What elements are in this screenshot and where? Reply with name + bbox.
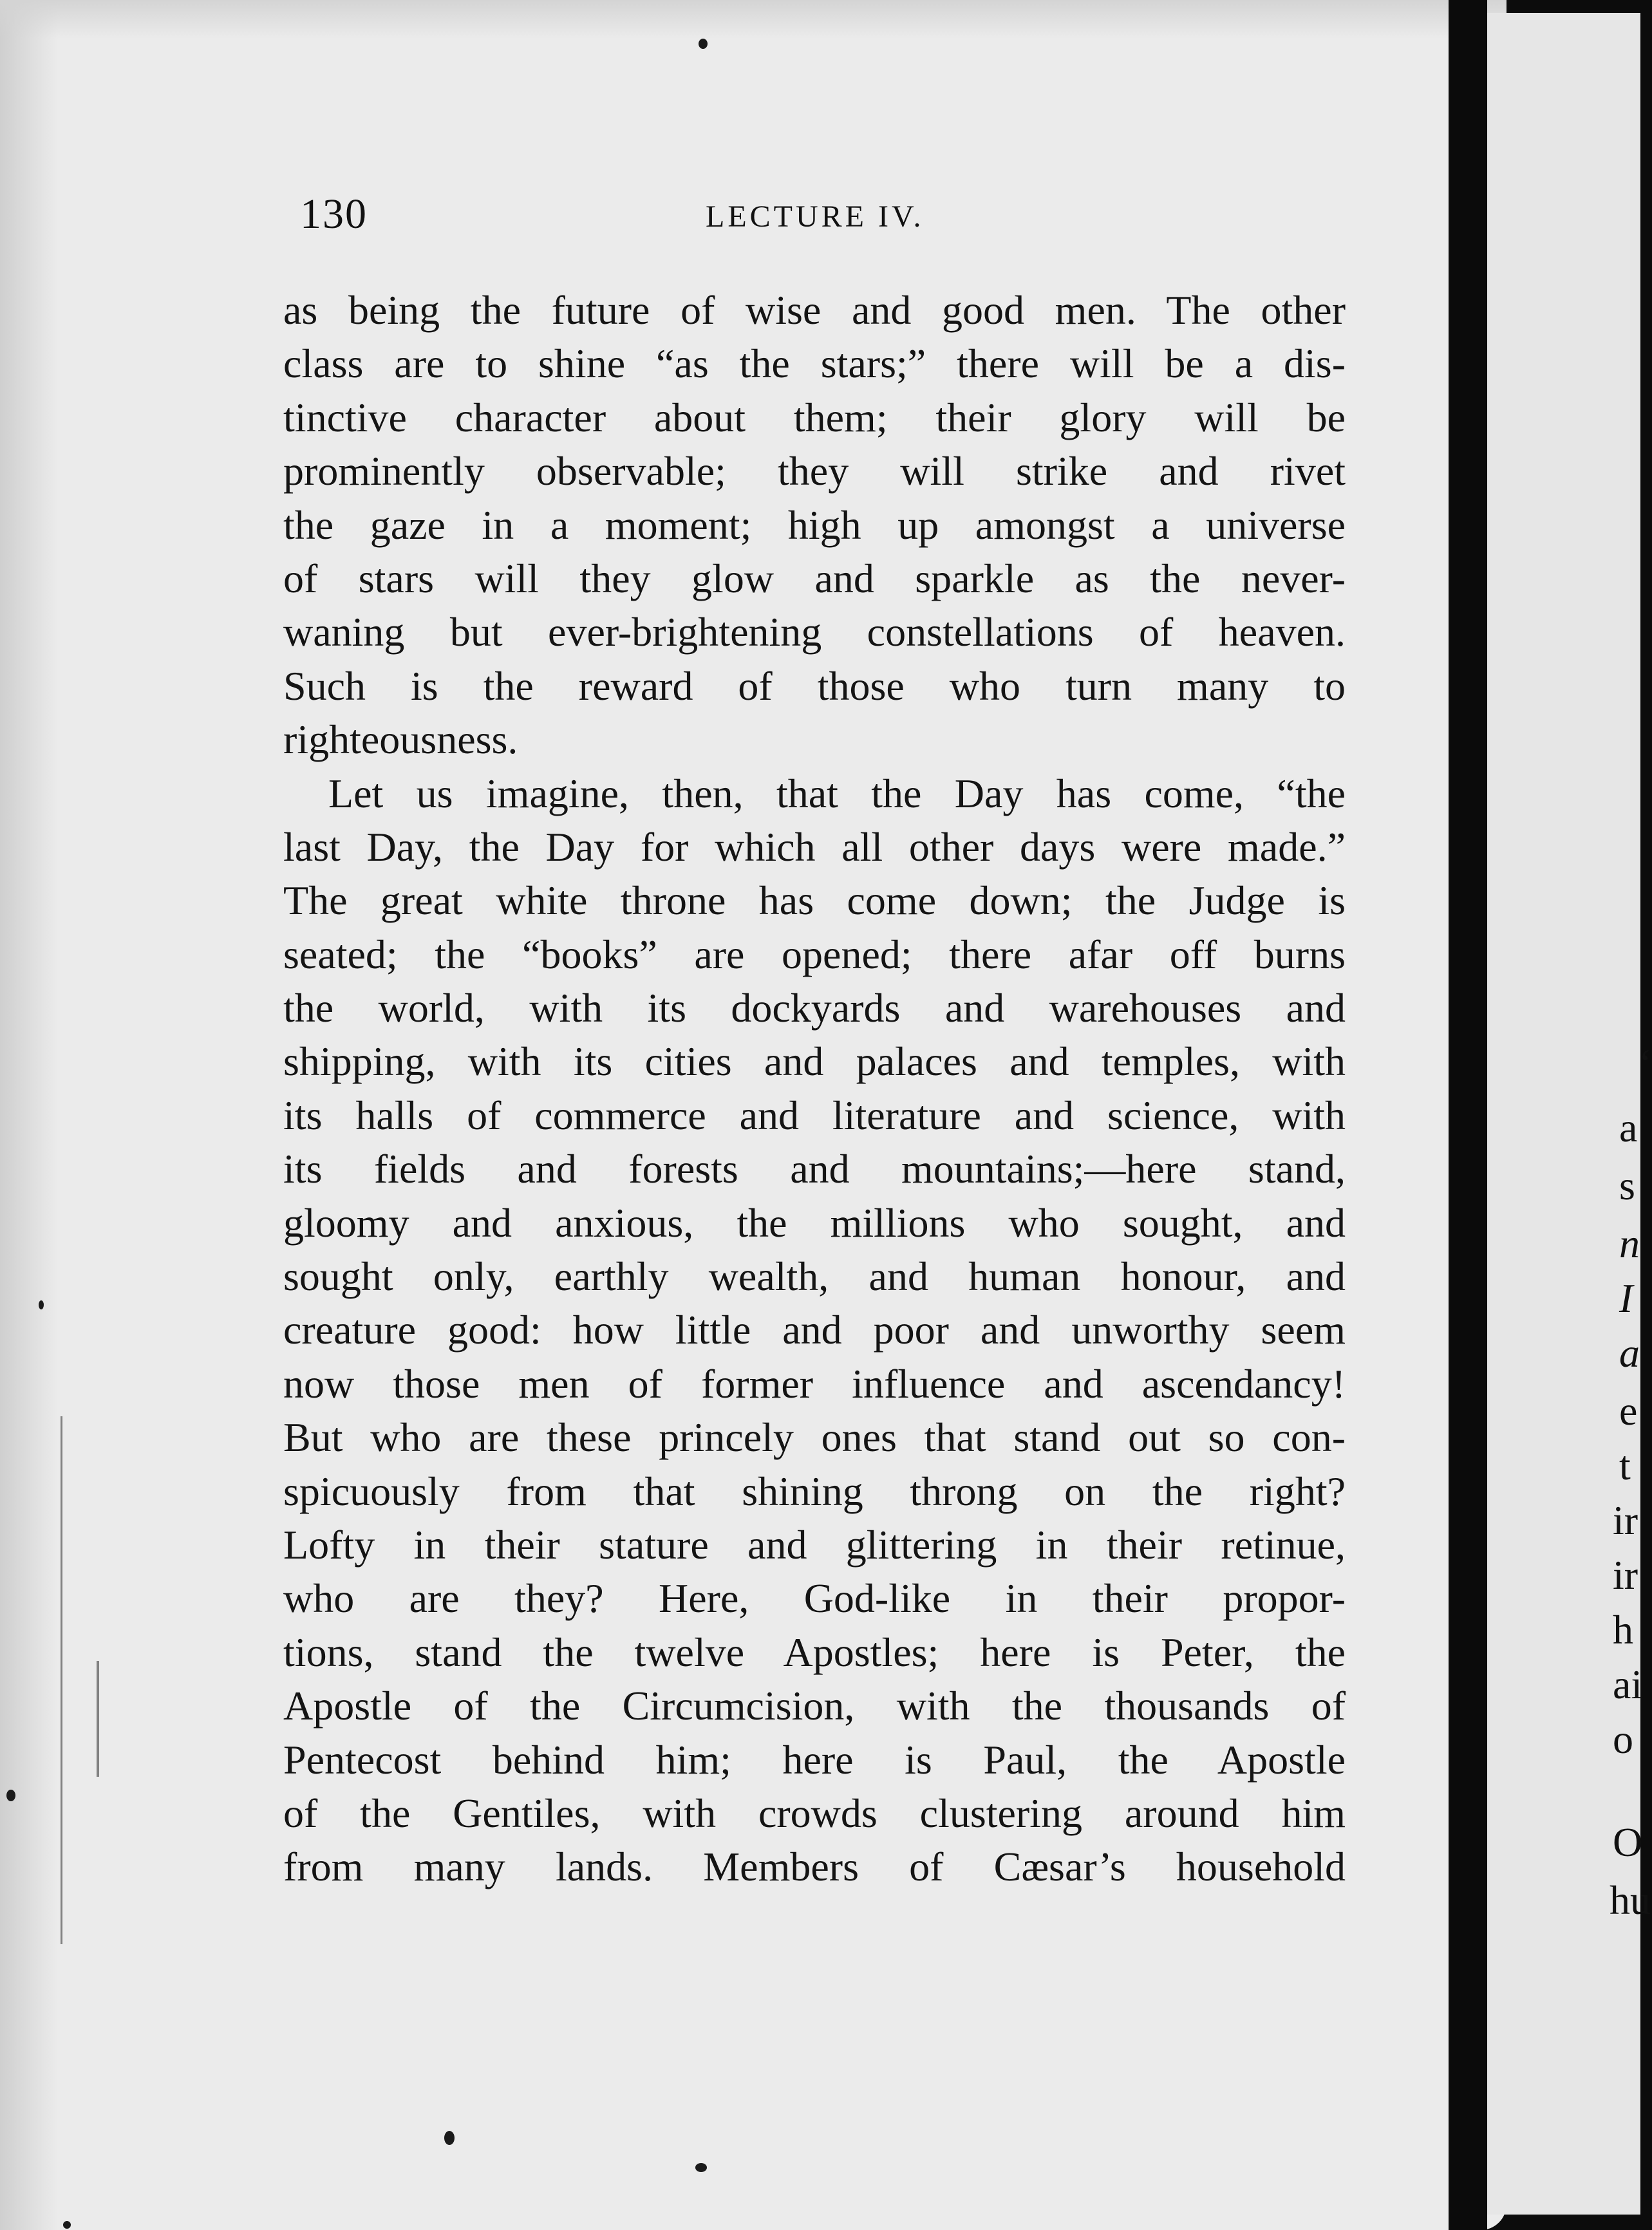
scan-scratch [97,1661,99,1777]
scan-speck [444,2131,455,2145]
facing-fragment: ‘ [1638,1040,1652,1086]
paragraph-start-line: Let us imagine, then, that the Day has come, “the [328,770,1346,816]
facing-fragment: o [1613,1716,1633,1762]
page-edge-shadow [0,0,58,2230]
text-line: of stars will they glow and sparkle as the never- [283,555,1346,601]
facing-fragment: ai [1613,1662,1643,1707]
text-line: class are to shine “as the stars;” there will be a dis- [283,341,1346,387]
text-line: now those men of former influence and ascendancy! [283,1360,1346,1407]
scan-speck [6,1790,15,1801]
text-line: righteousness. [283,717,518,763]
scan-speck [39,1300,44,1309]
body-text [283,283,1346,1931]
binding-gutter [1449,0,1487,2230]
scan-speck [695,2163,707,2172]
text-line: But who are these princely ones that stand out so con- [283,1414,1346,1461]
scan-speck [699,39,708,49]
text-line: the gaze in a moment; high up amongst a universe [283,501,1346,548]
text-line: Lofty in their stature and glittering in their retinue, [283,1521,1346,1568]
text-line: as being the future of wise and good men. The other [283,287,1346,333]
page-header [300,183,1349,248]
text-line: from many lands. Members of Cæsar’s household [283,1844,1346,1890]
text-line: its halls of commerce and literature and science, with [283,1092,1346,1138]
facing-page-sliver [1487,13,1652,2215]
text-line: the world, with its dockyards and warehouses and [283,985,1346,1031]
facing-fragment: n [1619,1221,1640,1266]
text-line: of the Gentiles, with crowds clustering around him [283,1790,1346,1836]
page-number: 130 [300,191,368,238]
text-line: The great white throne has come down; the Judge is [283,877,1346,924]
facing-fragment: e [1619,1388,1638,1434]
text-line: shipping, with its cities and palaces and temples, with [283,1038,1346,1085]
text-line: creature good: how little and poor and unworthy seem [283,1307,1346,1353]
text-line: sought only, earthly wealth, and human honour, and [283,1253,1346,1300]
facing-page-text [1487,13,1652,2215]
text-line: seated; the “books” are opened; there afar off burns [283,931,1346,977]
text-line: waning but ever-brightening constellations of heaven. [283,609,1346,655]
text-line: prominently observable; they will strike and rivet [283,448,1346,494]
running-head: LECTURE IV. [706,200,925,234]
facing-fragment: a [1619,1105,1638,1150]
facing-fragment: a [1619,1330,1640,1376]
facing-fragment: s [1619,1163,1635,1208]
text-line: tions, stand the twelve Apostles; here is Peter, the [283,1629,1346,1675]
text-line: spicuously from that shining throng on the right? [283,1468,1346,1514]
scan-speck [63,2221,71,2229]
scan-scratch [61,1416,62,1944]
facing-fragment: ir [1613,1497,1638,1543]
text-line: its fields and forests and mountains;—here stand, [283,1146,1346,1192]
text-line: Apostle of the Circumcision, with the thousands of [283,1683,1346,1729]
text-line: who are they? Here, God-like in their propor- [283,1575,1346,1622]
facing-fragment: t [1619,1443,1631,1488]
text-line: Such is the reward of those who turn many to [283,662,1346,709]
facing-fragment: O [1613,1819,1643,1865]
text-line: Pentecost behind him; here is Paul, the Apostle [283,1736,1346,1783]
facing-fragment: ir [1613,1552,1638,1598]
facing-fragment: h [1613,1607,1633,1653]
text-line: gloomy and anxious, the millions who sought, and [283,1199,1346,1246]
facing-fragment: hu [1610,1877,1651,1923]
facing-fragment: I [1619,1275,1633,1321]
page-top-shadow [0,0,1507,39]
text-line: tinctive character about them; their glory will be [283,394,1346,440]
text-line: last Day, the Day for which all other days were made.” [283,823,1346,870]
